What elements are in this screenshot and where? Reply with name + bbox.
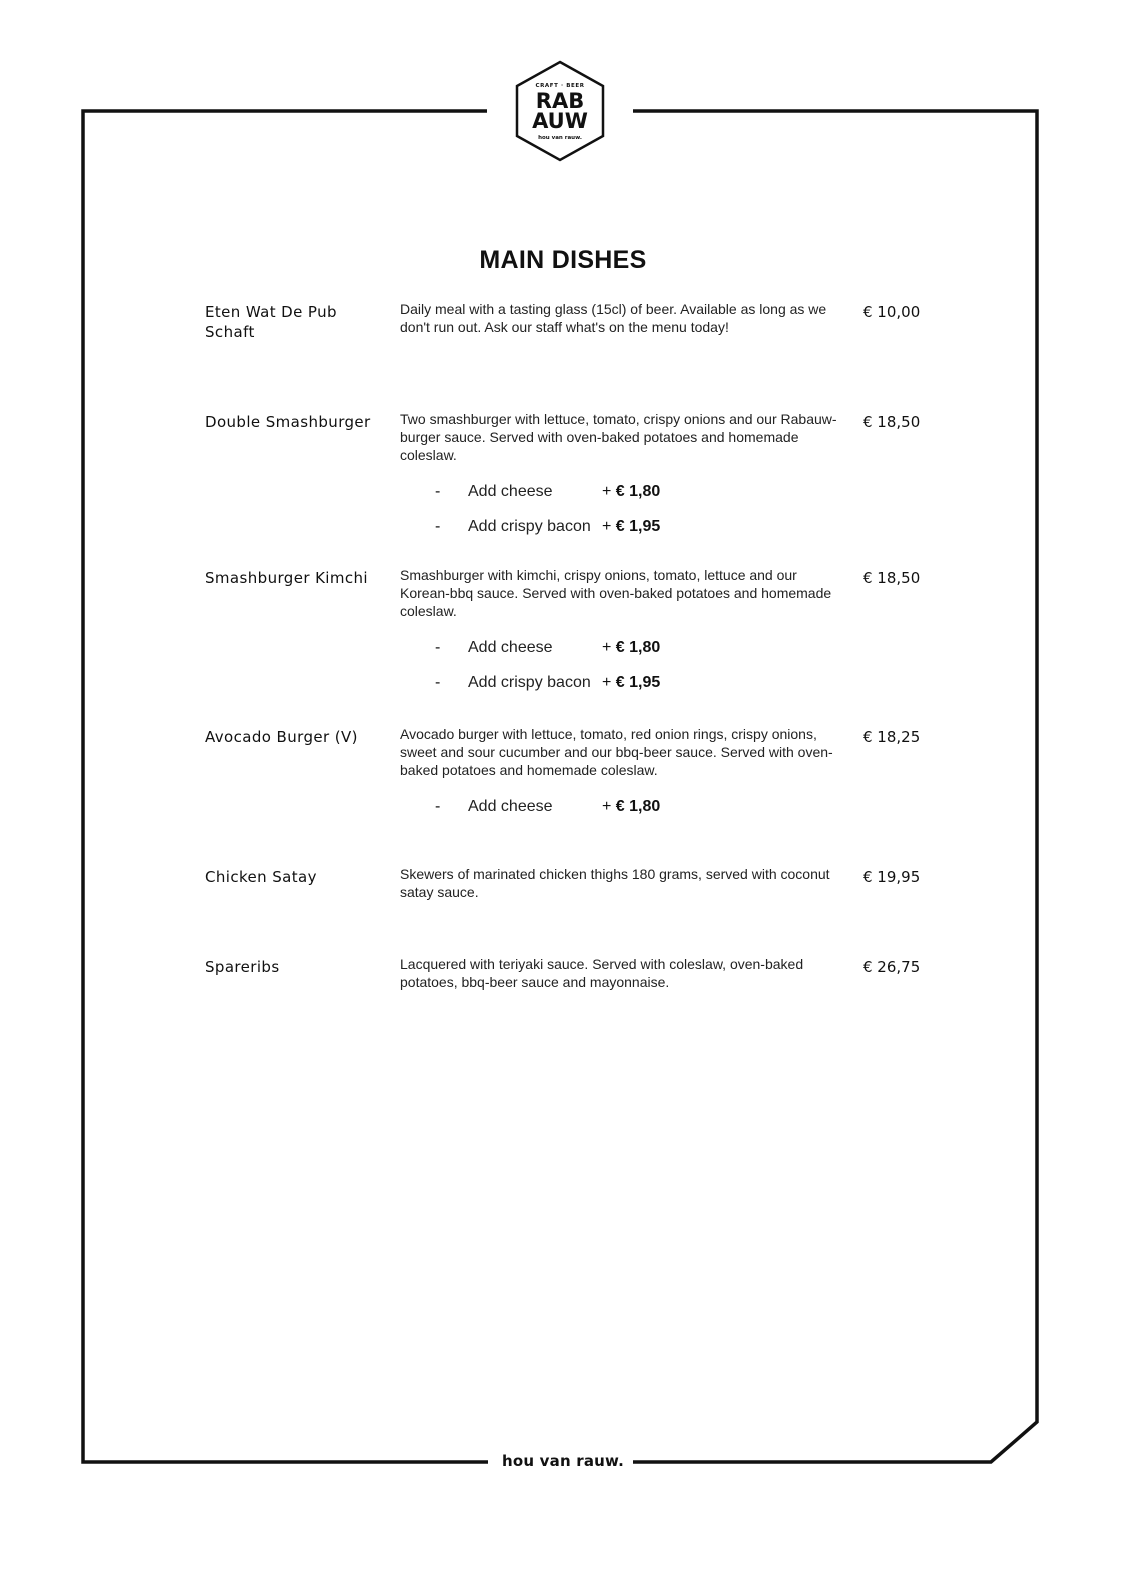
extra-price-amount: € 1,80	[615, 639, 661, 656]
extra-price-amount: € 1,95	[615, 674, 661, 691]
extra-label: Add cheese	[468, 798, 553, 815]
extra-label: Add cheese	[468, 639, 553, 656]
dish-description: Two smashburger with lettuce, tomato, crispy onions and our Rabauw-burger sauce. Served with oven-baked potatoes and homemade coleslaw.	[400, 411, 837, 463]
dish-description: Lacquered with teriyaki sauce. Served with coleslaw, oven-baked potatoes, bbq-beer sauce and mayonnaise.	[400, 956, 804, 990]
dish-price: € 26,75	[863, 958, 921, 976]
extra-price	[602, 673, 660, 693]
dish-description: Daily meal with a tasting glass (15cl) of beer. Available as long as we don't run out. Ask our staff what's on the menu today!	[400, 301, 827, 335]
extra-price-amount: € 1,80	[615, 483, 661, 500]
extra-option	[435, 797, 695, 832]
extra-plus-sign: +	[602, 798, 616, 815]
dish-extras-list	[435, 482, 695, 552]
extra-option	[435, 482, 695, 517]
dish-extras-list	[435, 638, 695, 708]
logo-tagline-text: hou van rauw.	[538, 135, 582, 141]
dish-description: Smashburger with kimchi, crispy onions, tomato, lettuce and our Korean-bbq sauce. Served with oven-baked potatoes and homemade coleslaw.	[400, 567, 832, 619]
extra-bullet-dash: -	[435, 518, 441, 535]
extra-plus-sign: +	[602, 518, 616, 535]
menu-title: MAIN DISHES	[479, 246, 647, 274]
extra-price-amount: € 1,95	[615, 518, 661, 535]
dish-name: Chicken Satay	[205, 868, 317, 886]
extra-label: Add cheese	[468, 483, 553, 500]
dish-price: € 18,50	[863, 413, 921, 431]
extra-price	[602, 797, 660, 817]
dish-name: Smashburger Kimchi	[205, 569, 369, 587]
extra-price	[602, 517, 660, 537]
extra-plus-sign: +	[602, 483, 616, 500]
logo-line2-text: AUW	[532, 109, 588, 133]
dish-name: Avocado Burger (V)	[205, 728, 358, 746]
dish-price: € 18,50	[863, 569, 921, 587]
extra-option	[435, 673, 695, 708]
dish-extras-list	[435, 797, 695, 832]
extra-bullet-dash: -	[435, 798, 441, 815]
extra-label: Add crispy bacon	[468, 518, 591, 535]
extra-plus-sign: +	[602, 639, 616, 656]
dish-name: Double Smashburger	[205, 413, 371, 431]
extra-bullet-dash: -	[435, 639, 441, 656]
dish-price: € 10,00	[863, 303, 921, 321]
dish-description: Avocado burger with lettuce, tomato, red onion rings, crispy onions, sweet and sour cucumber and our bbq-beer sauce. Served with oven-baked potatoes and homemade coleslaw.	[400, 726, 833, 778]
dish-price: € 19,95	[863, 868, 921, 886]
dish-price: € 18,25	[863, 728, 921, 746]
logo-craft-beer-text: CRAFT · BEER	[535, 83, 585, 89]
extra-bullet-dash: -	[435, 483, 441, 500]
logo-line1-text: RAB	[535, 89, 585, 113]
extra-plus-sign: +	[602, 674, 616, 691]
extra-bullet-dash: -	[435, 674, 441, 691]
dish-name: Eten Wat De Pub Schaft	[205, 303, 337, 341]
extra-price-amount: € 1,80	[615, 798, 661, 815]
brand-logo	[517, 62, 603, 160]
extra-option	[435, 517, 695, 552]
extra-label: Add crispy bacon	[468, 674, 591, 691]
footer-tagline: hou van rauw.	[501, 1452, 625, 1470]
extra-price	[602, 482, 660, 502]
dish-description: Skewers of marinated chicken thighs 180 grams, served with coconut satay sauce.	[400, 866, 830, 900]
extra-price	[602, 638, 660, 658]
extra-option	[435, 638, 695, 673]
dish-name: Spareribs	[205, 958, 280, 976]
